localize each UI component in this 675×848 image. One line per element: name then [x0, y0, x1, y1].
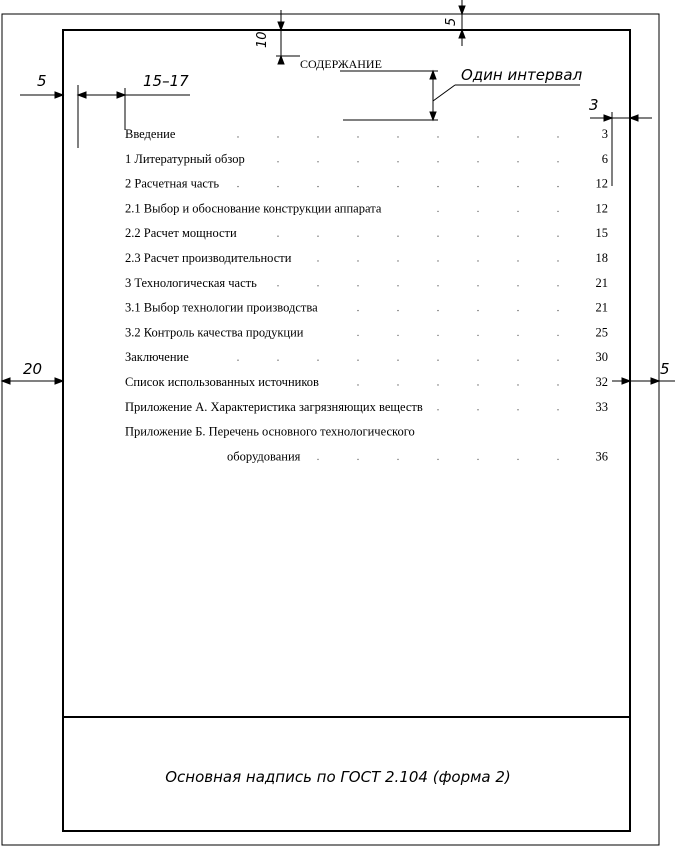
leader-dot — [477, 285, 478, 286]
title-block-caption: Основная надпись по ГОСТ 2.104 (форма 2) — [165, 768, 511, 786]
toc-entry — [125, 425, 415, 439]
leader-dot — [357, 285, 358, 286]
leader-dot — [397, 384, 398, 385]
leader-dot — [477, 310, 478, 311]
dim-title-offset: 10 — [255, 31, 270, 48]
leader-dot — [277, 236, 278, 237]
leader-dot — [437, 310, 438, 311]
leader-dot — [397, 161, 398, 162]
toc-entry-page: 32 — [595, 375, 608, 389]
toc-entry — [125, 251, 608, 265]
leader-dot — [277, 360, 278, 361]
leader-dot — [357, 335, 358, 336]
leader-dot — [517, 335, 518, 336]
leader-dot — [477, 186, 478, 187]
toc-entry-title: 3.1 Выбор технологии производства — [125, 300, 318, 315]
leader-dot — [397, 360, 398, 361]
dim-indent: 15–17 — [143, 72, 189, 90]
toc-entry-page: 30 — [595, 350, 608, 365]
dim-interval: Один интервал — [461, 66, 583, 84]
leader-dot — [557, 459, 558, 460]
toc-entry — [125, 201, 608, 215]
toc-entry-page: 36 — [595, 449, 608, 464]
leader-dot — [477, 136, 478, 137]
leader-dot — [317, 236, 318, 237]
leader-dot — [397, 136, 398, 137]
toc-entry — [125, 152, 608, 166]
leader-dot — [477, 409, 478, 410]
toc-entry — [125, 375, 608, 389]
leader-dot — [557, 186, 558, 187]
leader-dot — [397, 335, 398, 336]
leader-dot — [357, 384, 358, 385]
toc-entry — [125, 226, 608, 240]
toc-entry-title: 3 Технологическая часть — [125, 275, 257, 290]
leader-dot — [517, 161, 518, 162]
leader-dot — [317, 260, 318, 261]
leader-dot — [437, 136, 438, 137]
leader-dot — [437, 236, 438, 237]
contents-heading: СОДЕРЖАНИЕ — [300, 57, 382, 71]
toc-entry-title: 2.2 Расчет мощности — [125, 226, 237, 241]
leader-dot — [317, 360, 318, 361]
leader-dot — [557, 236, 558, 237]
toc-entry-page: 33 — [595, 399, 608, 414]
leader-dot — [557, 285, 558, 286]
leader-dot — [317, 459, 318, 460]
leader-dot — [397, 310, 398, 311]
leader-dot — [317, 186, 318, 187]
toc-entry — [125, 276, 608, 290]
toc-entry-title: Введение — [125, 127, 176, 141]
leader-dot — [237, 360, 238, 361]
leader-dot — [357, 260, 358, 261]
dim-left-margin: 20 — [23, 360, 43, 378]
leader-dot — [357, 161, 358, 162]
leader-dot — [557, 409, 558, 410]
leader-dot — [517, 136, 518, 137]
toc-entry-page: 21 — [595, 300, 608, 315]
toc-entry-page: 15 — [595, 226, 608, 241]
leader-dot — [557, 335, 558, 336]
leader-dot — [437, 161, 438, 162]
leader-dot — [477, 236, 478, 237]
toc-entry-title: 2 Расчетная часть — [125, 176, 220, 191]
leader-dot — [557, 360, 558, 361]
leader-dot — [277, 186, 278, 187]
leader-dot — [437, 186, 438, 187]
leader-dot — [477, 459, 478, 460]
leader-dot — [517, 384, 518, 385]
toc-entry-title: 1 Литературный обзор — [125, 151, 245, 166]
dim-right-margin: 5 — [660, 360, 670, 378]
leader-dot — [437, 335, 438, 336]
leader-dot — [437, 384, 438, 385]
toc-entry — [227, 449, 608, 463]
leader-dot — [517, 186, 518, 187]
toc-entry — [125, 301, 608, 315]
leader-dot — [437, 459, 438, 460]
leader-dot — [517, 285, 518, 286]
leader-dot — [477, 335, 478, 336]
toc-entry-title: Приложение Б. Перечень основного технологического — [125, 424, 415, 439]
toc-entry — [125, 400, 608, 414]
leader-dot — [437, 260, 438, 261]
leader-dot — [517, 211, 518, 212]
leader-dot — [517, 236, 518, 237]
leader-dot — [557, 161, 558, 162]
leader-dot — [397, 260, 398, 261]
leader-dot — [477, 260, 478, 261]
leader-dot — [357, 310, 358, 311]
leader-dot — [397, 186, 398, 187]
leader-dot — [277, 285, 278, 286]
toc-entry-page: 18 — [595, 251, 608, 265]
leader-dot — [517, 310, 518, 311]
leader-dot — [477, 360, 478, 361]
leader-dot — [477, 384, 478, 385]
leader-dot — [557, 260, 558, 261]
toc-entry — [125, 127, 608, 141]
leader-dot — [357, 186, 358, 187]
toc-entry-title: Список использованных источников — [125, 375, 319, 389]
toc-entry-page: 12 — [595, 201, 608, 216]
toc-entry-page: 12 — [595, 176, 608, 191]
leader-dot — [437, 409, 438, 410]
toc-entry-page: 21 — [595, 275, 608, 290]
dim-top-frame: 5 — [444, 17, 459, 26]
leader-dot — [277, 136, 278, 137]
toc-entry-title: 3.2 Контроль качества продукции — [125, 325, 304, 340]
leader-dot — [517, 409, 518, 410]
leader-dot — [437, 211, 438, 212]
leader-dot — [437, 285, 438, 286]
leader-dot — [357, 136, 358, 137]
leader-dot — [437, 360, 438, 361]
leader-dot — [237, 136, 238, 137]
leader-dot — [397, 236, 398, 237]
toc-entry-title: 2.1 Выбор и обоснование конструкции аппарата — [125, 201, 382, 216]
leader-dot — [477, 161, 478, 162]
leader-dot — [277, 161, 278, 162]
leader-dot — [357, 236, 358, 237]
table-of-contents — [125, 127, 608, 463]
leader-dot — [357, 360, 358, 361]
leader-dot — [557, 136, 558, 137]
leader-dot — [557, 310, 558, 311]
leader-dot — [557, 384, 558, 385]
leader-dot — [357, 459, 358, 460]
leader-dot — [517, 360, 518, 361]
toc-entry-page: 3 — [601, 127, 608, 141]
toc-entry — [125, 325, 608, 339]
toc-entry-title: 2.3 Расчет производительности — [125, 251, 292, 265]
leader-dot — [317, 136, 318, 137]
leader-dot — [397, 459, 398, 460]
toc-entry-title: Приложение А. Характеристика загрязняющих веществ — [125, 399, 423, 414]
leader-dot — [317, 161, 318, 162]
toc-entry-page: 6 — [601, 151, 608, 166]
leader-dot — [557, 211, 558, 212]
toc-entry-page: 25 — [595, 325, 608, 340]
leader-dot — [237, 186, 238, 187]
toc-entry — [125, 350, 608, 364]
leader-dot — [477, 211, 478, 212]
toc-entry-title: Заключение — [125, 350, 189, 365]
toc-entry-title: оборудования — [227, 449, 301, 464]
leader-dot — [397, 285, 398, 286]
leader-dot — [317, 285, 318, 286]
dim-left-edge: 5 — [37, 72, 47, 90]
leader-dot — [517, 459, 518, 460]
leader-dot — [517, 260, 518, 261]
toc-entry — [125, 177, 608, 191]
dim-right-page: 3 — [589, 96, 599, 114]
